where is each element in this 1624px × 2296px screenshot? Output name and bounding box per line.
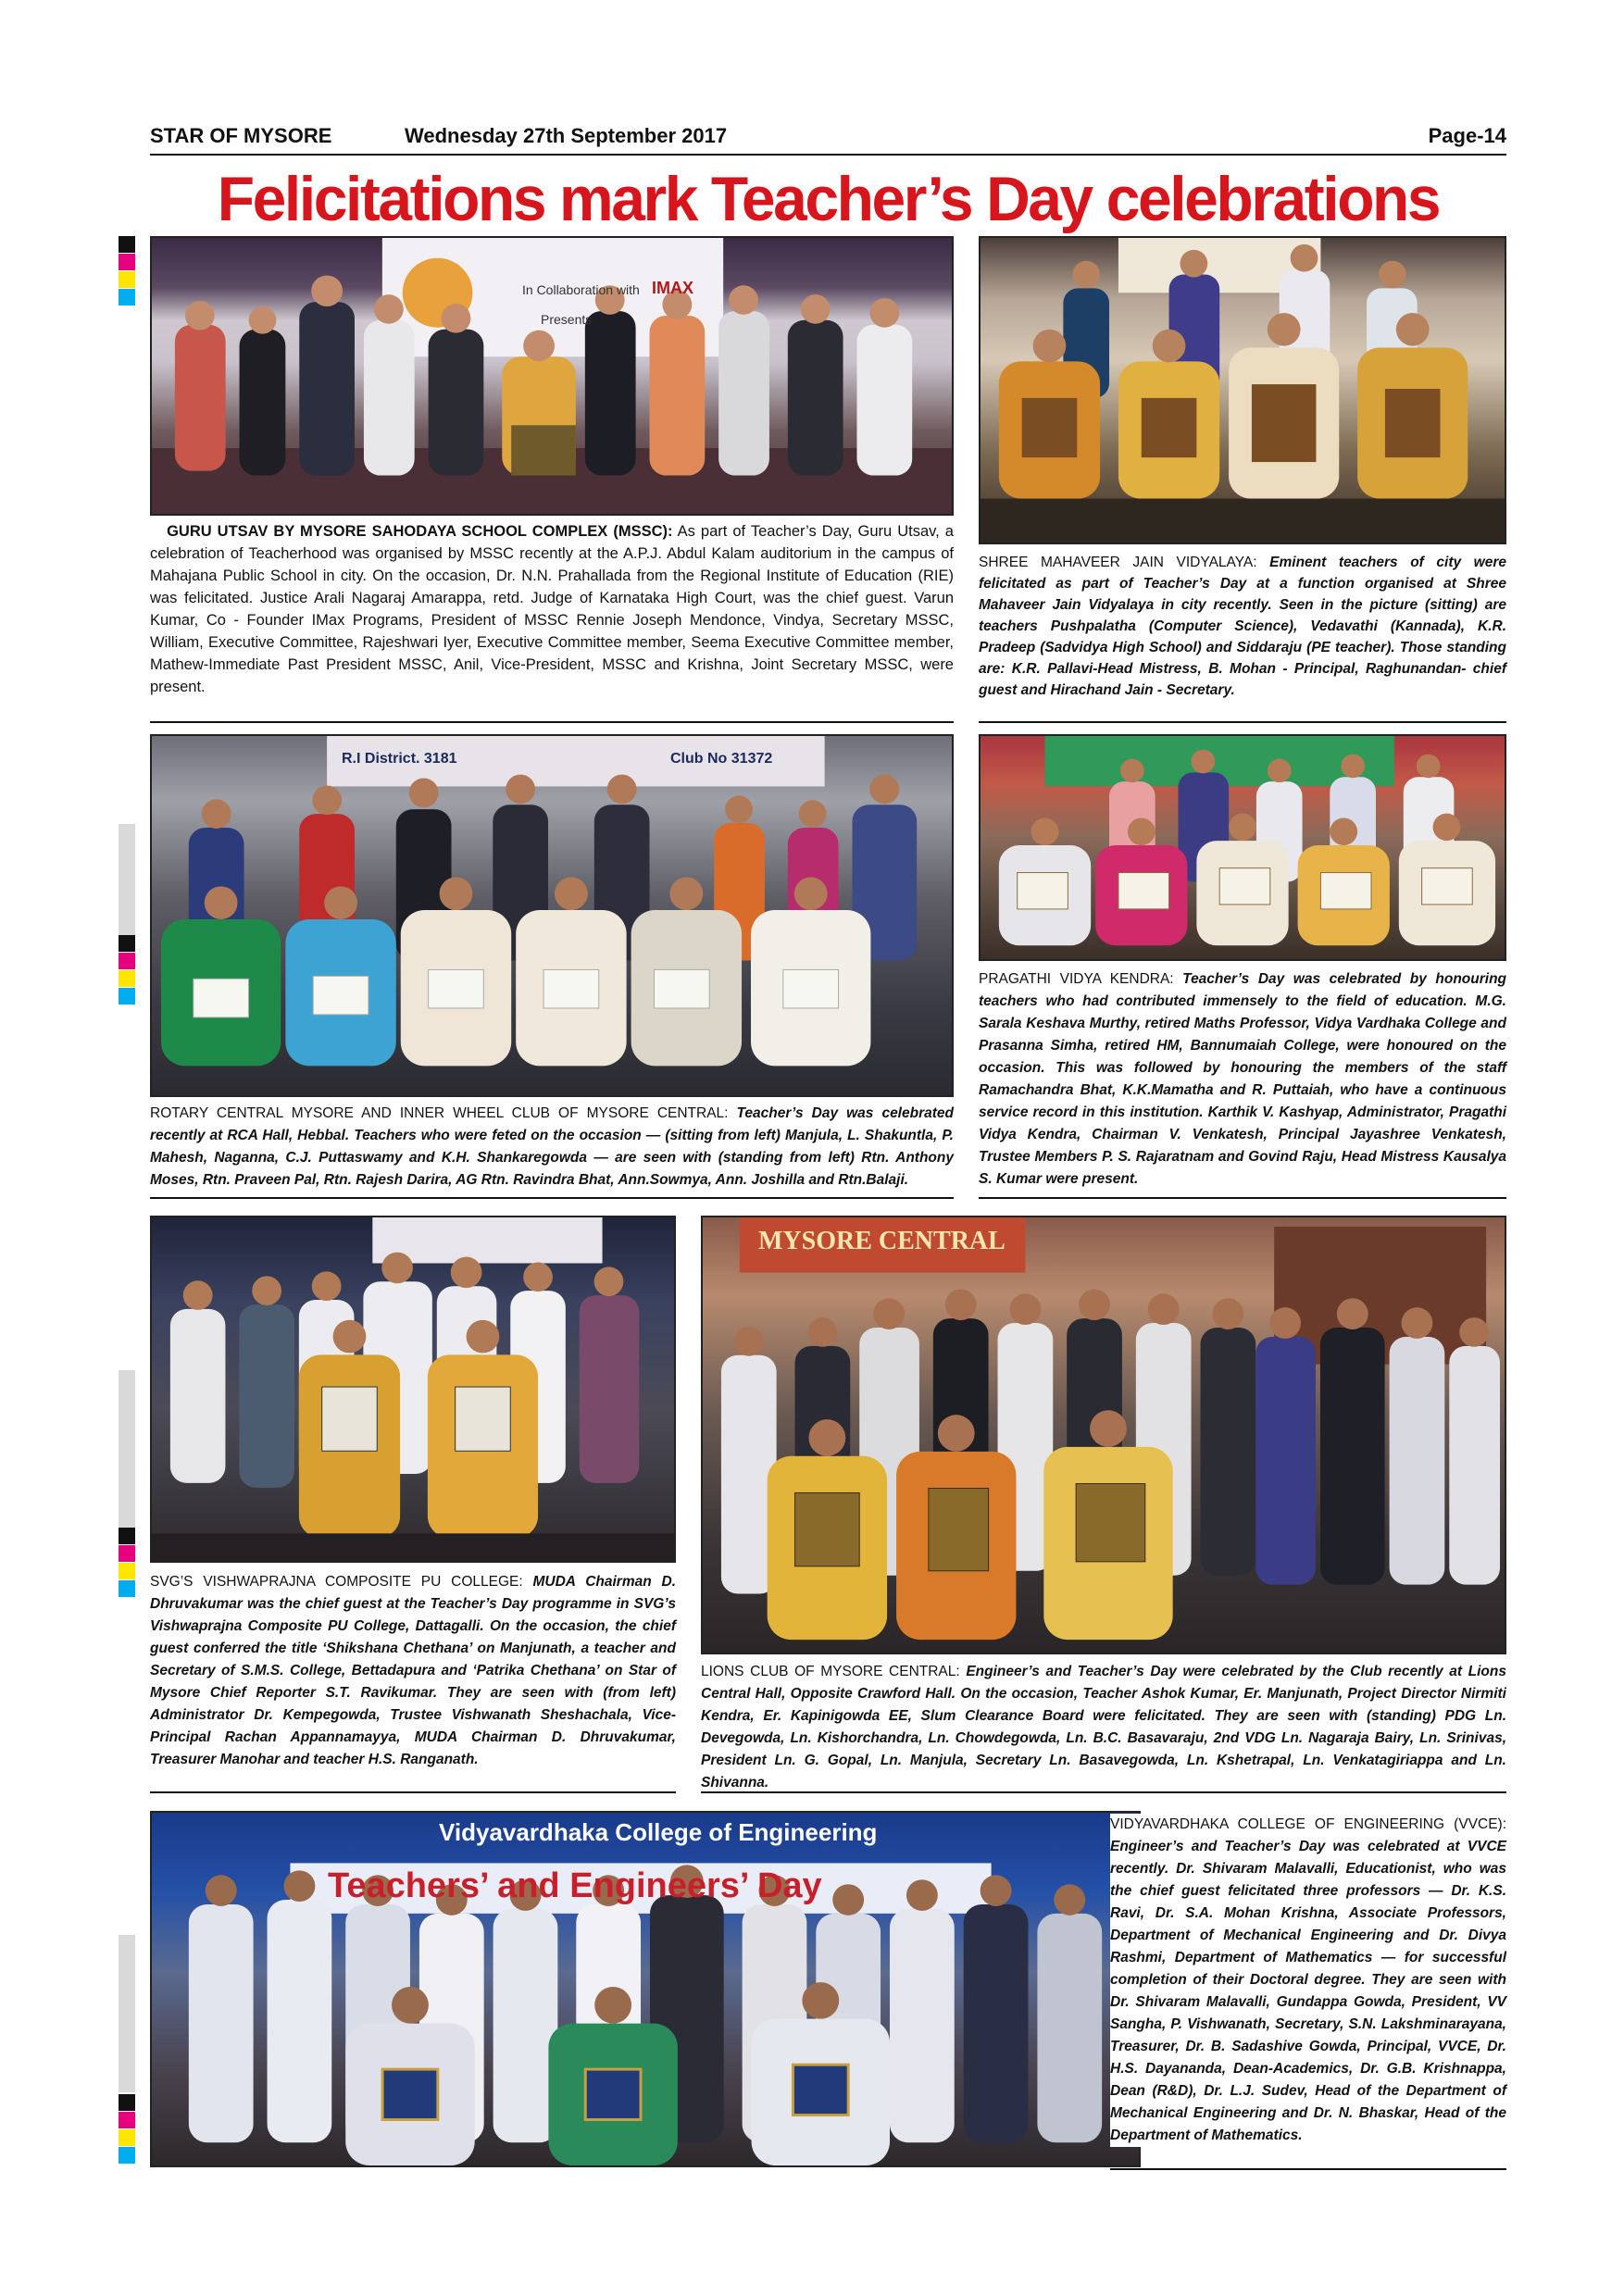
photo-banner-collab: In Collaboration with (522, 282, 640, 297)
registration-black (119, 236, 135, 253)
registration-yellow (119, 271, 135, 288)
caption-rotary (150, 1103, 954, 1192)
registration-magenta (119, 953, 135, 969)
divider (701, 1791, 1506, 1793)
photo-banner-presents: Presents (541, 312, 593, 327)
photo-pragathi-scene (981, 736, 1505, 959)
photo-jain (979, 236, 1506, 544)
photo-banner-vvce: Vidyavardhaka College of Engineering (439, 1818, 878, 1846)
photo-banner-imax: IMAX (652, 279, 693, 297)
photo-banner-club: Club No 31372 (670, 751, 773, 767)
registration-black (119, 1528, 135, 1544)
divider (1110, 2168, 1506, 2170)
divider (979, 721, 1506, 723)
registration-cyan (119, 289, 135, 306)
registration-cyan (119, 1580, 135, 1597)
photo-mssc-scene (152, 238, 952, 514)
photo-rotary (150, 734, 954, 1097)
photo-rotary-scene (152, 736, 952, 1095)
registration-magenta (119, 254, 135, 270)
grey-scale-bar (119, 1370, 135, 1528)
caption-vvce-lead: VIDYAVARDHAKA COLLEGE OF ENGINEERING (VVCE): (1110, 1816, 1506, 1832)
caption-vvce (1110, 1814, 1506, 2147)
caption-rotary-body: Teacher’s Day was celebrated recently at RCA Hall, Hebbal. Teachers who were feted on the occasion — (sitting from left) Manjula, L. Shakuntla, P. Mahesh, Naganna, C.J. Puttaswamy and K.H. Shankaregowda — are seen with (standing from left) Rtn. Anthony Moses, Rtn. Praveen Pal, Rtn. Rajesh Darira, AG Rtn. Ravindra Bhat, Ann.Sowmya, Ann. Joshilla and Rtn.Balaji. (150, 1105, 954, 1188)
registration-black (119, 935, 135, 952)
caption-pragathi-lead: PRAGATHI VIDYA KENDRA: (979, 971, 1174, 987)
photo-svg (150, 1216, 676, 1563)
caption-mssc-lead: GURU UTSAV BY MYSORE SAHODAYA SCHOOL COMPLEX (MSSC): (167, 523, 673, 540)
registration-black (119, 2094, 135, 2111)
grey-scale-bar (119, 824, 135, 935)
issue-date: Wednesday 27th September 2017 (405, 124, 728, 147)
caption-mssc (150, 520, 954, 698)
divider (150, 721, 954, 723)
caption-jain-lead: SHREE MAHAVEER JAIN VIDYALAYA: (979, 555, 1257, 570)
divider (150, 1791, 676, 1793)
photo-lions-scene (703, 1217, 1505, 1653)
publication-name: STAR OF MYSORE (150, 124, 332, 147)
caption-jain (979, 552, 1506, 701)
registration-yellow (119, 2129, 135, 2146)
registration-magenta (119, 1545, 135, 1562)
photo-svg-scene (152, 1217, 674, 1561)
photo-vvce (150, 1811, 1141, 2167)
photo-jain-scene (981, 238, 1505, 543)
registration-yellow (119, 970, 135, 987)
masthead (150, 122, 1506, 156)
caption-svg (150, 1571, 676, 1771)
divider (979, 1197, 1506, 1199)
caption-vvce-body: Engineer’s and Teacher’s Day was celebrated at VVCE recently. Dr. Shivaram Malavalli, Educationist, who was the chief guest felicitated three professors — Dr. K.S. Ravi, Dr. S.A. Mohan Krishna, Associate Professors, Department of Mechanical Engineering and Dr. Divya Rashmi, Department of Mathematics — for successful completion of their Doctoral degree. They are seen with Dr. Shivaram Malavalli, Gundappa Gowda, President, VV Sangha, P. Vishwanath, Secretary, S.N. Lakshminarayana, Treasurer, Dr. B. Sadashive Gowda, Principal, VVCE, Dr. H.S. Dayananda, Dean-Academics, Dr. G.B. Krishnappa, Dean (R&D), Dr. L.J. Sudev, Head of the Department of Mechanical Engineering and Dr. N. Bhaskar, Head of the Department of Mathematics. (1110, 1839, 1506, 2143)
photo-banner-lions: MYSORE CENTRAL (758, 1227, 1006, 1255)
photo-mssc (150, 236, 954, 516)
photo-banner-day: Teachers’ and Engineers’ Day (328, 1866, 822, 1905)
caption-lions-body: Engineer’s and Teacher’s Day were celebrated by the Club recently at Lions Central Hall, Opposite Crawford Hall. On the occasion, Teacher Ashok Kumar, Er. Manjunath, Project Director Nirmiti Kendra, Er. Kapinigowda EE, Slum Clearance Board were felicitated. They are seen with (standing) PDG Ln. Devegowda, Ln. Kishorchandra, Ln. Chowdegowda, Ln. B.C. Basavaraju, 2nd VDG Ln. Nagaraja Bairy, Ln. Srinivas, President Ln. G. Gopal, Ln. Manjula, Secretary Ln. Basavegowda, Ln. Kshetrapal, Ln. Venkatagiriappa and Ln. Shivanna. (701, 1664, 1506, 1791)
divider (150, 1197, 954, 1199)
registration-yellow (119, 1563, 135, 1579)
caption-lions-lead: LIONS CLUB OF MYSORE CENTRAL: (701, 1664, 960, 1679)
registration-cyan (119, 988, 135, 1004)
grey-scale-bar (119, 1935, 135, 2092)
page-number: Page-14 (1428, 124, 1506, 147)
registration-magenta (119, 2112, 135, 2128)
caption-mssc-body: As part of Teacher’s Day, Guru Utsav, a celebration of Teacherhood was organised by MSSC recently at the A.P.J. Abdul Kalam auditorium in the campus of Mahajana Public School in city. On the occasion, Dr. N.N. Prahallada from the Regional Institute of Education (RIE) was felicitated. Justice Arali Nagaraj Amarappa, retd. Judge of Karnataka High Court, was the chief guest. Varun Kumar, Co - Founder IMax Programs, President of MSSC Rennie Joseph Mendonce, Vindya, Secretary MSSC, William, Executive Committee, Rajeshwari Iyer, Executive Committee member, Seema Executive Committee member, Mathew-Immediate Past President MSSC, Anil, Vice-President, MSSC and Krishna, Joint Secretary MSSC, were present. (150, 523, 954, 695)
registration-cyan (119, 2147, 135, 2164)
caption-jain-body: Eminent teachers of city were felicitated as part of Teacher’s Day at a function organised at Shree Mahaveer Jain Vidyalaya in city recently. Seen in the picture (sitting) are teachers Pushpalatha (Computer Science), Vedavathi (Kannada), K.R. Pradeep (Sadvidya High School) and Siddaraju (PE teacher). Those standing are: K.R. Pallavi-Head Mistress, B. Mohan - Principal, Raghunandan- chief guest and Hirachand Jain - Secretary. (979, 555, 1506, 698)
caption-svg-body: MUDA Chairman D. Dhruvakumar was the chief guest at the Teacher’s Day programme in SVG’s Vishwaprajna Composite PU College, Dattagalli. On the occasion, the chief guest conferred the title ‘Shikshana Chethana’ on Manjunath, a teacher and Secretary of S.M.S. College, Bettadapura and ‘Patrika Chethana’ on Star of Mysore Chief Reporter S.T. Ravikumar. They are seen with (from left) Administrator Dr. Kempegowda, Trustee Vishwanath Sheshachala, Vice-Principal Rachan Appannamayya, MUDA Chairman D. Dhruvakumar, Treasurer Manohar and teacher H.S. Ranganath. (150, 1574, 676, 1767)
photo-banner-district: R.I District. 3181 (342, 751, 457, 767)
page-headline: Felicitations mark Teacher’s Day celebrations (217, 164, 1440, 234)
photo-lions (701, 1216, 1506, 1654)
caption-pragathi (979, 968, 1506, 1191)
caption-svg-lead: SVG’S VISHWAPRAJNA COMPOSITE PU COLLEGE: (150, 1574, 523, 1590)
caption-rotary-lead: ROTARY CENTRAL MYSORE AND INNER WHEEL CLUB OF MYSORE CENTRAL: (150, 1105, 729, 1121)
caption-lions (701, 1661, 1506, 1794)
caption-pragathi-body: Teacher’s Day was celebrated by honouring teachers who had contributed immensely to the field of education. M.G. Sarala Keshava Murthy, retired Maths Professor, Vidya Vardhaka College and Prasanna Simha, retired HM, Bannumaiah College, were honoured on the occasion. This was followed by honouring the members of the staff Ramachandra Bhat, K.K.Mamatha and R. Puttaiah, who have a continuous service record in this institution. Karthik V. Kashyap, Administrator, Pragathi Vidya Kendra, Chairman V. Venkatesh, Principal Jayashree Venkatesh, Trustee Members P. S. Rajaratnam and Govind Raju, Head Mistress Kausalya S. Kumar were present. (979, 971, 1507, 1187)
photo-pragathi (979, 734, 1506, 961)
